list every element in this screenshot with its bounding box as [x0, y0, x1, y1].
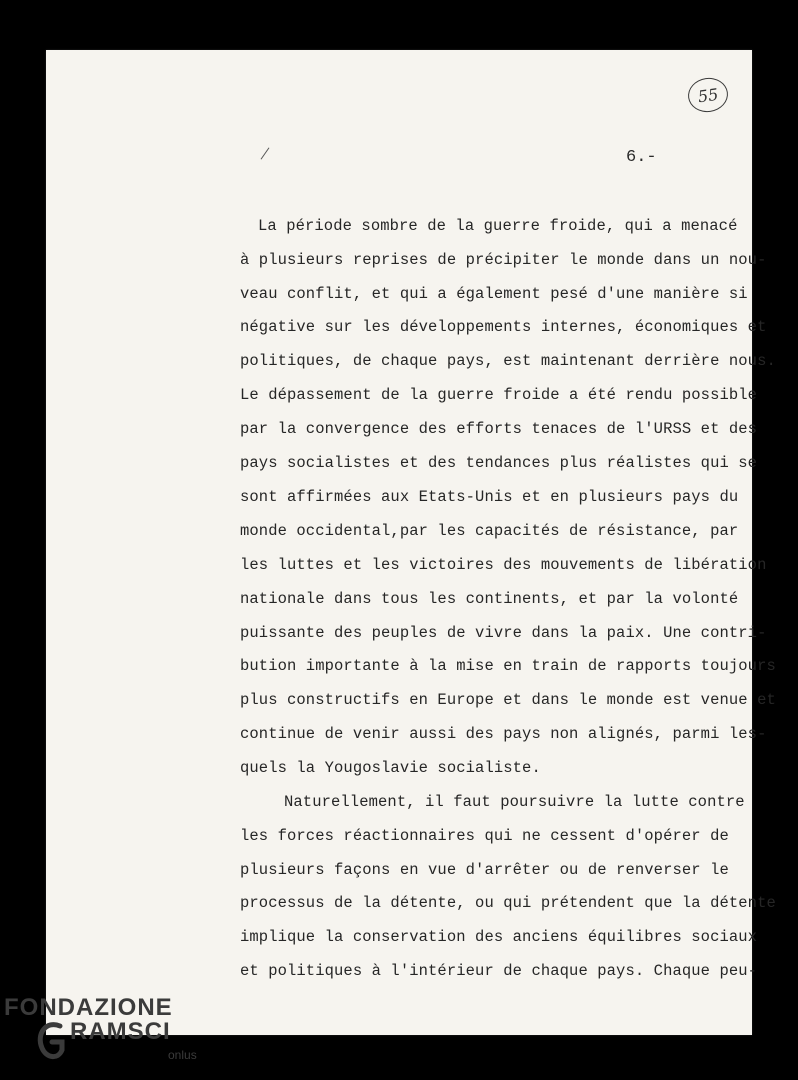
document-page	[46, 50, 752, 1035]
text-line: Le dépassement de la guerre froide a été rendu possible	[240, 386, 758, 404]
stamp-number: 55	[696, 84, 720, 106]
text-line: quels la Yougoslavie socialiste.	[240, 759, 541, 777]
text-line: et politiques à l'intérieur de chaque pays. Chaque peu-	[240, 962, 758, 980]
text-line: continue de venir aussi des pays non alignés, parmi les-	[240, 725, 767, 743]
text-line: plusieurs façons en vue d'arrêter ou de renverser le	[240, 861, 729, 879]
watermark-line1: FONDAZIONE	[4, 994, 173, 1021]
gramsci-g-logo-icon	[36, 1020, 66, 1064]
text-line: sont affirmées aux Etats-Unis et en plusieurs pays du	[240, 488, 739, 506]
text-line: par la convergence des efforts tenaces de l'URSS et des	[240, 420, 758, 438]
text-line: La période sombre de la guerre froide, qui a menacé	[258, 217, 738, 235]
text-line: plus constructifs en Europe et dans le monde est venue et	[240, 691, 776, 709]
text-line: implique la conservation des anciens équilibres sociaux	[240, 928, 758, 946]
text-line: à plusieurs reprises de précipiter le monde dans un nou-	[240, 251, 767, 269]
text-line: les luttes et les victoires des mouvements de libération	[240, 556, 767, 574]
text-line: nationale dans tous les continents, et par la volonté	[240, 590, 739, 608]
text-line: politiques, de chaque pays, est maintenant derrière nous.	[240, 352, 776, 370]
text-line: monde occidental,par les capacités de résistance, par	[240, 522, 739, 540]
text-line: puissante des peuples de vivre dans la paix. Une contri-	[240, 624, 767, 642]
text-line: veau conflit, et qui a également pesé d'une manière si	[240, 285, 748, 303]
text-line: bution importante à la mise en train de rapports toujours	[240, 657, 776, 675]
fondazione-gramsci-watermark	[4, 994, 204, 1074]
watermark-line2: RAMSCI	[70, 1018, 171, 1045]
text-line: Naturellement, il faut poursuivre la lutte contre	[284, 793, 745, 811]
text-line: processus de la détente, ou qui prétendent que la détente	[240, 894, 776, 912]
watermark-suffix: onlus	[168, 1048, 197, 1062]
text-line: les forces réactionnaires qui ne cessent d'opérer de	[240, 827, 729, 845]
text-line: pays socialistes et des tendances plus réalistes qui se	[240, 454, 758, 472]
page-number: 6.-	[626, 148, 657, 167]
text-line: négative sur les développements internes, économiques et	[240, 318, 767, 336]
